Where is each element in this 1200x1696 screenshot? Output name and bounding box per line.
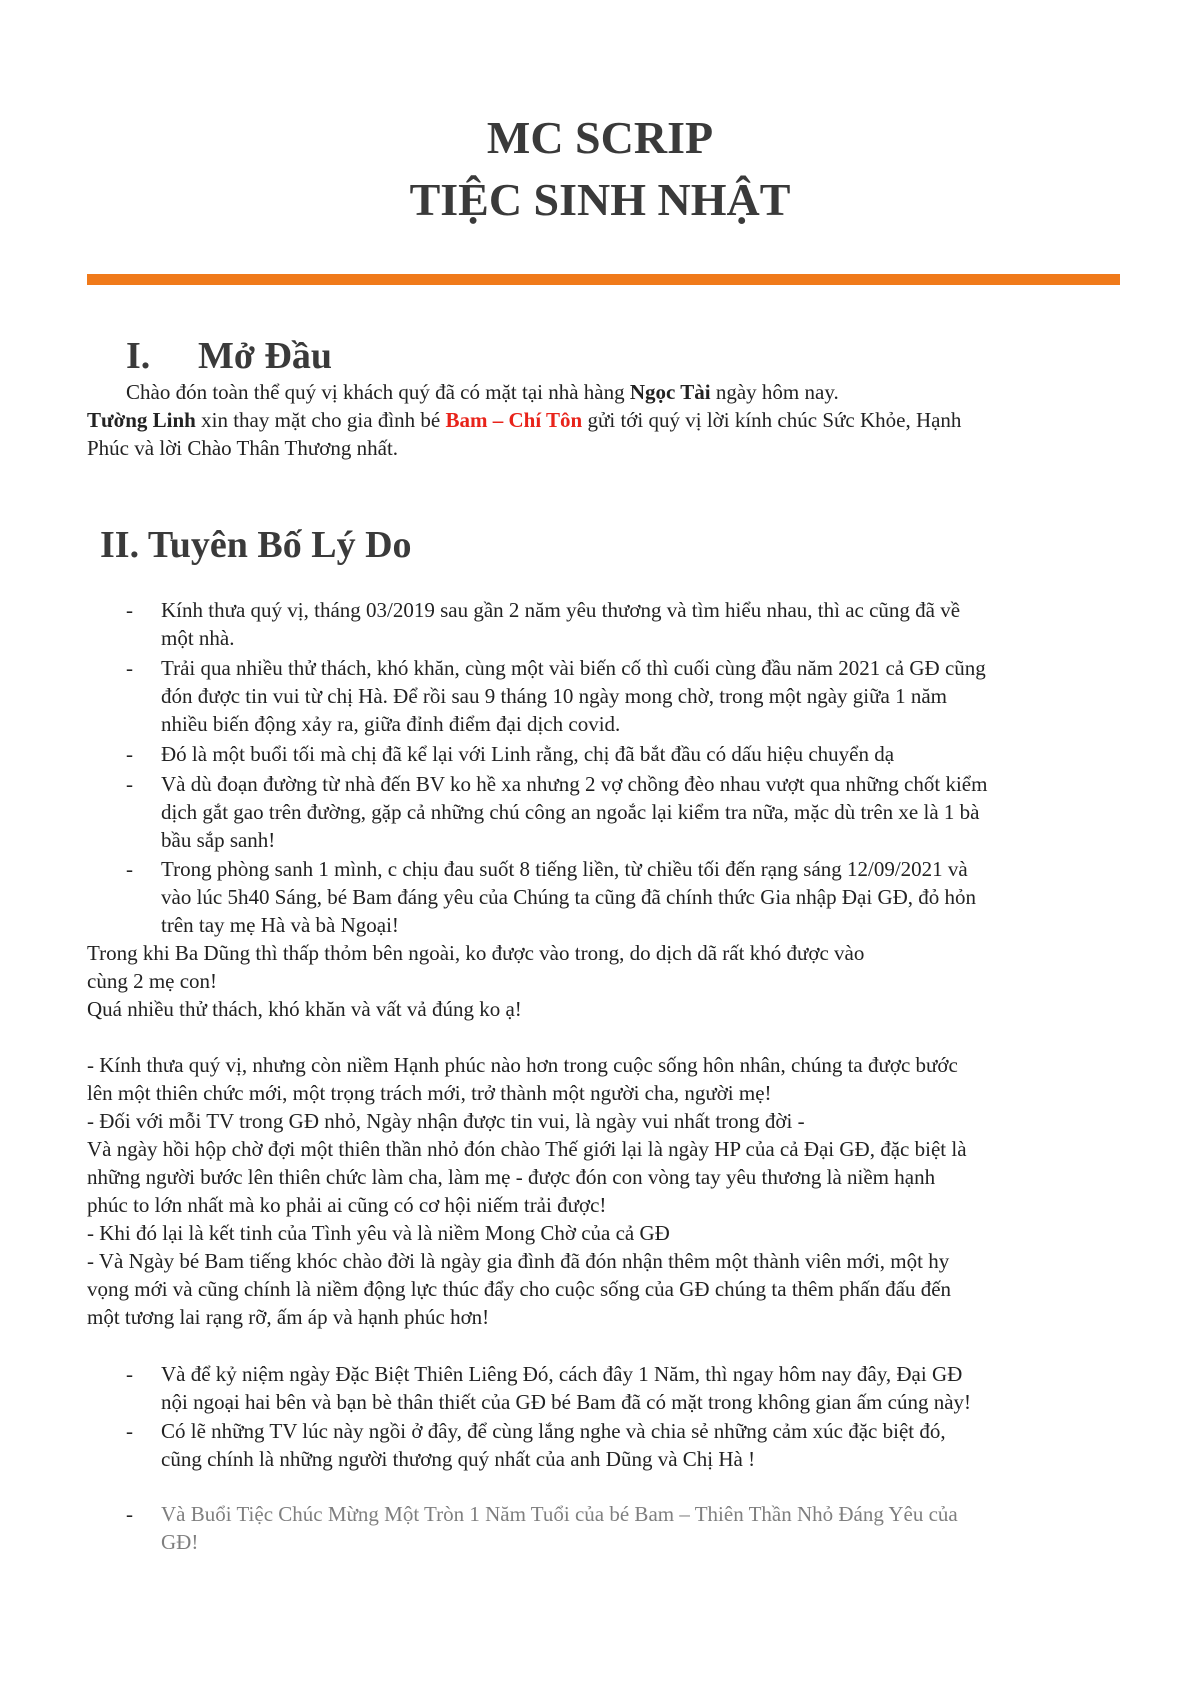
paragraph-line: - Và Ngày bé Bam tiếng khóc chào đời là ngày gia đình đã đón nhận thêm một thành viên mới, một hy	[87, 1249, 950, 1273]
paragraph-line: - Đối với mỗi TV trong GĐ nhỏ, Ngày nhận được tin vui, là ngày vui nhất trong đời -	[87, 1109, 805, 1133]
paragraph-line: Và ngày hồi hộp chờ đợi một thiên thần nhỏ đón chào Thế giới lại là ngày HP của cả Đại GĐ, đặc biệt là	[87, 1137, 967, 1161]
bullet-dash: -	[126, 742, 133, 766]
paragraph-line: một tương lai rạng rỡ, ấm áp và hạnh phúc hơn!	[87, 1305, 490, 1329]
paragraph-line: lên một thiên chức mới, một trọng trách mới, trở thành một người cha, người mẹ!	[87, 1081, 772, 1105]
bullet-dash: -	[126, 772, 133, 796]
title-line-1: MC SCRIP	[486, 112, 714, 163]
bullet-5-line-1: Trong phòng sanh 1 mình, c chịu đau suốt 8 tiếng liền, từ chiều tối đến rạng sáng 12/09/2021 và	[161, 857, 968, 881]
bullet-2-line-3: nhiều biến động xảy ra, giữa đỉnh điểm đại dịch covid.	[161, 712, 621, 736]
bullet-1-line-2: một nhà.	[161, 626, 235, 650]
paragraph-line: phúc to lớn nhất mà ko phải ai cũng có cơ hội niếm trải được!	[87, 1193, 607, 1217]
bullet-dash: -	[126, 598, 133, 622]
section1-paragraph-1: Chào đón toàn thể quý vị khách quý đã có mặt tại nhà hàng Ngọc Tài ngày hôm nay.	[126, 380, 839, 404]
bullet-8-line-1: Và Buổi Tiệc Chúc Mừng Một Tròn 1 Năm Tuổi của bé Bam – Thiên Thần Nhỏ Đáng Yêu của	[161, 1502, 958, 1526]
bullet-4-line-1: Và dù đoạn đường từ nhà đến BV ko hề xa nhưng 2 vợ chồng đèo nhau vượt qua những chốt kiểm	[161, 772, 988, 796]
bullet-7-line-2: cũng chính là những người thương quý nhất của anh Dũng và Chị Hà !	[161, 1447, 756, 1471]
bullet-4-line-2: dịch gắt gao trên đường, gặp cả những chú công an ngoắc lại kiểm tra nữa, mặc dù trên xe là 1 bà	[161, 800, 980, 824]
section2-heading: II. Tuyên Bố Lý Do	[100, 524, 412, 566]
paragraph-line: vọng mới và cũng chính là niềm động lực thúc đẩy cho cuộc sống của GĐ chúng ta thêm phấn đấu đến	[87, 1277, 952, 1301]
bullet-dash: -	[126, 656, 133, 680]
section1-heading: Mở Đầu	[198, 335, 332, 377]
bullet-7-line-1: Có lẽ những TV lúc này ngồi ở đây, để cùng lắng nghe và chia sẻ những cảm xúc đặc biệt đó,	[161, 1419, 946, 1443]
bullet-2-line-1: Trải qua nhiều thử thách, khó khăn, cùng một vài biến cố thì cuối cùng đầu năm 2021 cả GĐ cũng	[161, 656, 986, 680]
bullet-8-line-2: GĐ!	[161, 1530, 199, 1554]
bullet-5-line-3: trên tay mẹ Hà và bà Ngoại!	[161, 913, 399, 937]
bullet-6-line-2: nội ngoại hai bên và bạn bè thân thiết của GĐ bé Bam đã có mặt trong không gian ấm cúng này!	[161, 1390, 972, 1414]
bullet-2-line-2: đón được tin vui từ chị Hà. Để rồi sau 9 tháng 10 ngày mong chờ, trong một ngày giữa 1 năm	[161, 684, 947, 708]
orange-divider	[87, 274, 1120, 285]
paragraph-line: - Khi đó lại là kết tinh của Tình yêu và là niềm Mong Chờ của cả GĐ	[87, 1221, 670, 1245]
section1-paragraph-2-cont: Phúc và lời Chào Thân Thương nhất.	[87, 436, 399, 460]
bullet-dash: -	[126, 1362, 133, 1386]
paragraph-line: Quá nhiều thử thách, khó khăn và vất vả đúng ko ạ!	[87, 997, 522, 1021]
paragraph-line: Trong khi Ba Dũng thì thấp thỏm bên ngoài, ko được vào trong, do dịch dã rất khó được vào	[87, 941, 865, 965]
title-line-2: TIỆC SINH NHẬT	[409, 174, 791, 225]
bullet-dash: -	[126, 857, 133, 881]
bullet-dash: -	[126, 1419, 133, 1443]
bullet-4-line-3: bầu sắp sanh!	[161, 828, 276, 852]
section1-number: I.	[126, 335, 151, 377]
bullet-5-line-2: vào lúc 5h40 Sáng, bé Bam đáng yêu của Chúng ta cũng đã chính thức Gia nhập Đại GĐ, đỏ hỏn	[161, 885, 977, 909]
bullet-6-line-1: Và để kỷ niệm ngày Đặc Biệt Thiên Liêng Đó, cách đây 1 Năm, thì ngay hôm nay đây, Đại GĐ	[161, 1362, 963, 1386]
bullet-3-line-1: Đó là một buổi tối mà chị đã kể lại với Linh rằng, chị đã bắt đầu có dấu hiệu chuyển dạ	[161, 742, 895, 766]
bullet-dash: -	[126, 1502, 133, 1526]
paragraph-line: cùng 2 mẹ con!	[87, 969, 218, 993]
paragraph-line: - Kính thưa quý vị, nhưng còn niềm Hạnh phúc nào hơn trong cuộc sống hôn nhân, chúng ta được bước	[87, 1053, 958, 1077]
bullet-1-line-1: Kính thưa quý vị, tháng 03/2019 sau gần 2 năm yêu thương và tìm hiểu nhau, thì ac cũng đã về	[161, 598, 961, 622]
section1-paragraph-2: Tường Linh xin thay mặt cho gia đình bé Bam – Chí Tôn gửi tới quý vị lời kính chúc Sức Khỏe, Hạnh	[87, 408, 962, 432]
paragraph-line: những người bước lên thiên chức làm cha, làm mẹ - được đón con vòng tay yêu thương là niềm hạnh	[87, 1165, 936, 1189]
